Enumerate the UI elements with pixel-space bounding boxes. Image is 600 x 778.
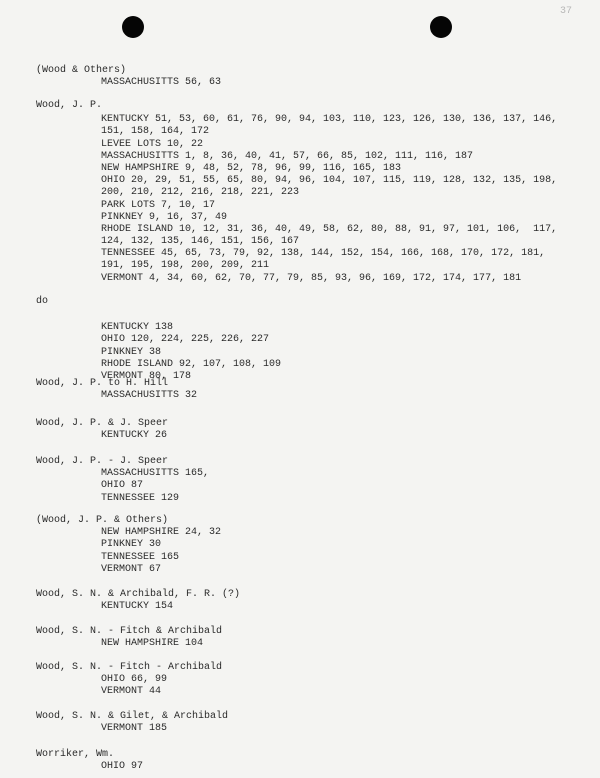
entry-heading: (Wood, J. P. & Others) xyxy=(36,515,169,526)
reference-line: OHIO 120, 224, 225, 226, 227 xyxy=(101,334,270,346)
index-entry xyxy=(36,296,596,383)
index-entry xyxy=(36,65,596,89)
index-entry xyxy=(36,515,596,576)
entry-references xyxy=(101,527,596,576)
entry-heading: (Wood & Others) xyxy=(36,65,127,76)
entry-heading: do xyxy=(36,296,49,307)
reference-line: VERMONT 80, 178 xyxy=(101,370,192,382)
entry-references xyxy=(101,114,596,285)
reference-line: KENTUCKY 154 xyxy=(101,601,174,613)
entry-references xyxy=(101,723,596,735)
reference-line: MASSACHUSITTS 1, 8, 36, 40, 41, 57, 66, 85, 102, 111, 116, 187 xyxy=(101,150,474,162)
reference-line: TENNESSEE 165 xyxy=(101,551,180,563)
reference-line: KENTUCKY 26 xyxy=(101,430,168,442)
index-entry xyxy=(36,100,596,285)
reference-line: OHIO 66, 99 xyxy=(101,674,168,686)
reference-line: RHODE ISLAND 92, 107, 108, 109 xyxy=(101,358,282,370)
entry-heading: Worriker, Wm. xyxy=(36,749,115,760)
entry-heading: Wood, S. N. & Archibald, F. R. (?) xyxy=(36,589,241,600)
punch-hole-right xyxy=(430,16,452,38)
reference-line: NEW HAMPSHIRE 9, 48, 52, 78, 96, 99, 116, 165, 183 xyxy=(101,162,402,174)
entry-heading: Wood, J. P. to H. Hill xyxy=(36,378,169,389)
reference-line: VERMONT 4, 34, 60, 62, 70, 77, 79, 85, 93, 96, 169, 172, 174, 177, 181 xyxy=(101,272,522,284)
entry-references xyxy=(101,77,596,89)
entry-heading: Wood, S. N. - Fitch - Archibald xyxy=(36,662,223,673)
entry-references xyxy=(101,468,596,505)
reference-line: KENTUCKY 138 xyxy=(101,322,174,334)
reference-line: NEW HAMPSHIRE 24, 32 xyxy=(101,527,222,539)
entry-heading: Wood, J. P. - J. Speer xyxy=(36,456,169,467)
reference-line: OHIO 97 xyxy=(101,761,144,773)
reference-line: MASSACHUSITTS 56, 63 xyxy=(101,77,222,89)
reference-line: 124, 132, 135, 146, 151, 156, 167 xyxy=(101,236,300,248)
punch-hole-left xyxy=(122,16,144,38)
reference-line: 151, 158, 164, 172 xyxy=(101,126,210,138)
index-entry xyxy=(36,418,596,442)
entry-heading: Wood, J. P. & J. Speer xyxy=(36,418,169,429)
reference-line: PINKNEY 9, 16, 37, 49 xyxy=(101,211,228,223)
entry-heading: Wood, S. N. - Fitch & Archibald xyxy=(36,626,223,637)
entry-references xyxy=(101,430,596,442)
reference-line: LEVEE LOTS 10, 22 xyxy=(101,138,204,150)
index-entry xyxy=(36,626,596,650)
entry-references xyxy=(101,322,596,383)
index-entry xyxy=(36,456,596,505)
entry-references xyxy=(101,390,596,402)
entry-references xyxy=(101,761,596,773)
reference-line: OHIO 20, 29, 51, 55, 65, 80, 94, 96, 104, 107, 115, 119, 128, 132, 135, 198, xyxy=(101,175,558,187)
reference-line: RHODE ISLAND 10, 12, 31, 36, 40, 49, 58, 62, 80, 88, 91, 97, 101, 106, 117, xyxy=(101,223,558,235)
entry-heading: Wood, J. P. xyxy=(36,100,103,111)
entry-references xyxy=(101,638,596,650)
reference-line: TENNESSEE 45, 65, 73, 79, 92, 138, 144, 152, 154, 166, 168, 170, 172, 181, xyxy=(101,248,546,260)
index-entry xyxy=(36,589,596,613)
reference-line: NEW HAMPSHIRE 104 xyxy=(101,638,204,650)
reference-line: PARK LOTS 7, 10, 17 xyxy=(101,199,216,211)
reference-line: KENTUCKY 51, 53, 60, 61, 76, 90, 94, 103, 110, 123, 126, 130, 136, 137, 146, xyxy=(101,114,558,126)
reference-line: MASSACHUSITTS 165, xyxy=(101,468,210,480)
page-number: 37 xyxy=(560,6,573,17)
index-entry xyxy=(36,662,596,699)
index-entry xyxy=(36,749,596,773)
entry-references xyxy=(101,601,596,613)
index-entry xyxy=(36,378,596,402)
reference-line: MASSACHUSITTS 32 xyxy=(101,390,198,402)
reference-line: PINKNEY 38 xyxy=(101,346,162,358)
index-entry xyxy=(36,711,596,735)
entry-heading: Wood, S. N. & Gilet, & Archibald xyxy=(36,711,229,722)
entry-references xyxy=(101,674,596,698)
reference-line: 191, 195, 198, 200, 209, 211 xyxy=(101,260,270,272)
reference-line: PINKNEY 30 xyxy=(101,539,162,551)
reference-line: VERMONT 44 xyxy=(101,686,162,698)
reference-line: OHIO 87 xyxy=(101,480,144,492)
reference-line: VERMONT 185 xyxy=(101,723,168,735)
reference-line: 200, 210, 212, 216, 218, 221, 223 xyxy=(101,187,300,199)
reference-line: TENNESSEE 129 xyxy=(101,492,180,504)
reference-line: VERMONT 67 xyxy=(101,563,162,575)
